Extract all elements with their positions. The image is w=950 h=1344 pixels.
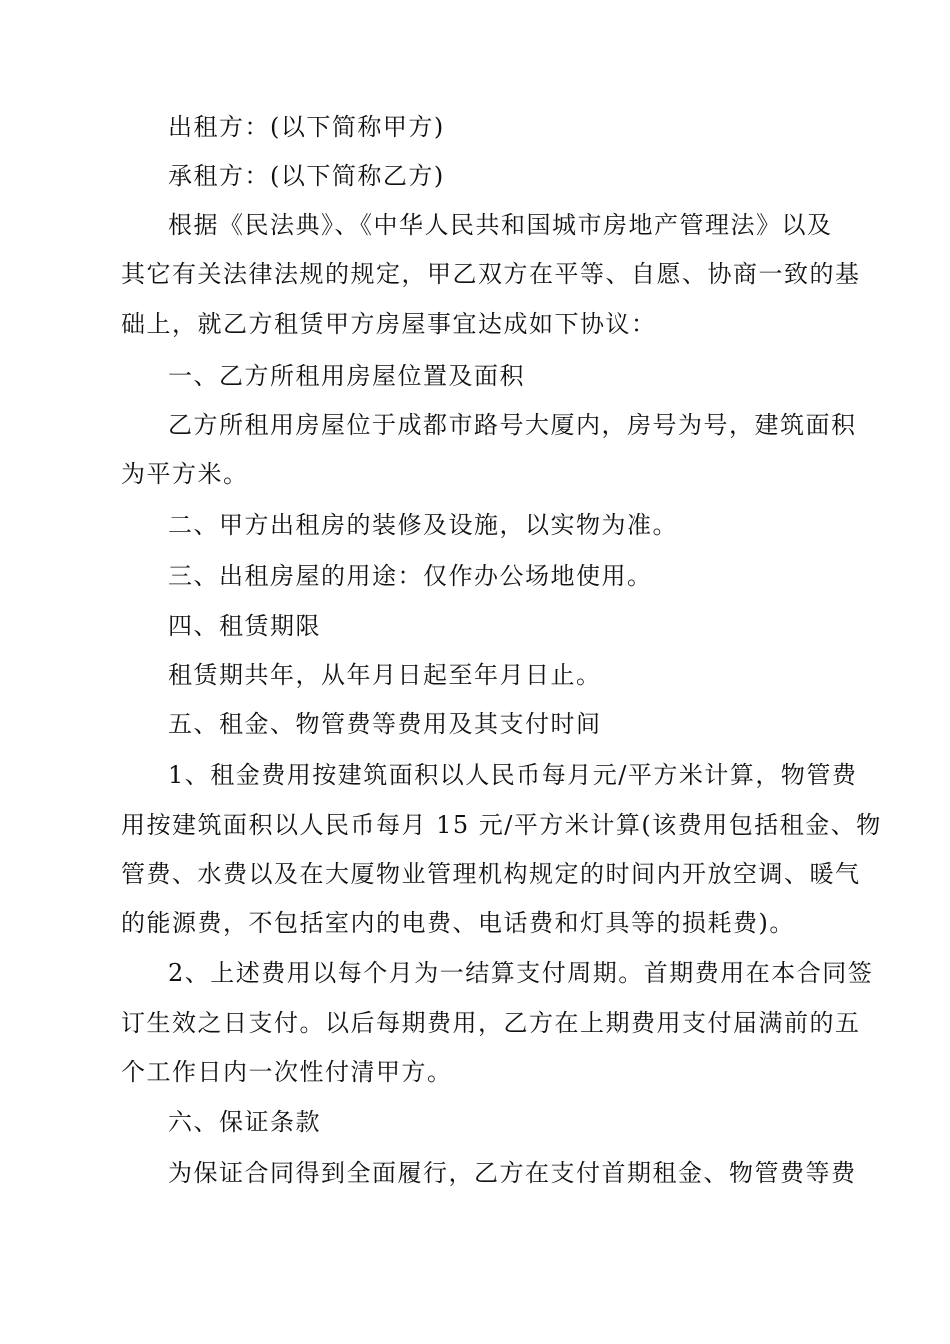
section-2-heading: 二、甲方出租房的装修及设施，以实物为准。 [168,511,678,539]
fees-clause-2-line-3: 个工作日内一次性付清甲方。 [121,1058,453,1086]
preamble-line-2: 其它有关法律法规的规定，甲乙双方在平等、自愿、协商一致的基 [121,260,861,288]
section-5-heading: 五、租金、物管费等费用及其支付时间 [168,710,602,738]
fees-clause-1-line-1: 1、租金费用按建筑面积以人民币每月元/平方米计算，物管费 [168,761,858,789]
fees-clause-1-line-2: 用按建筑面积以人民币每月 15 元/平方米计算(该费用包括租金、物 [121,811,882,839]
preamble-line-1: 根据《民法典》、《中华人民共和国城市房地产管理法》以及 [168,211,833,239]
preamble-line-3: 础上，就乙方租赁甲方房屋事宜达成如下协议： [121,310,657,338]
section-4-heading: 四、租赁期限 [168,612,321,640]
lessor-line: 出租方：(以下简称甲方) [168,113,445,141]
fees-clause-2-line-1: 2、上述费用以每个月为一结算支付周期。首期费用在本合同签 [168,959,874,987]
section-1-text-line-2: 为平方米。 [121,460,249,488]
lessee-line: 承租方：(以下简称乙方) [168,162,445,190]
lease-term-text: 租赁期共年，从年月日起至年月日止。 [168,661,602,689]
fees-clause-1-line-3: 管费、水费以及在大厦物业管理机构规定的时间内开放空调、暖气 [121,860,861,888]
guarantee-text-line-1: 为保证合同得到全面履行，乙方在支付首期租金、物管费等费 [168,1159,857,1187]
section-1-heading: 一、乙方所租用房屋位置及面积 [168,362,525,390]
fees-clause-1-line-4: 的能源费，不包括室内的电费、电话费和灯具等的损耗费)。 [121,909,795,937]
section-6-heading: 六、保证条款 [168,1108,321,1136]
fees-clause-2-line-2: 订生效之日支付。以后每期费用，乙方在上期费用支付届满前的五 [121,1009,861,1037]
section-3-heading: 三、出租房屋的用途：仅作办公场地使用。 [168,562,653,590]
section-1-text-line-1: 乙方所租用房屋位于成都市路号大厦内，房号为号，建筑面积 [168,411,857,439]
